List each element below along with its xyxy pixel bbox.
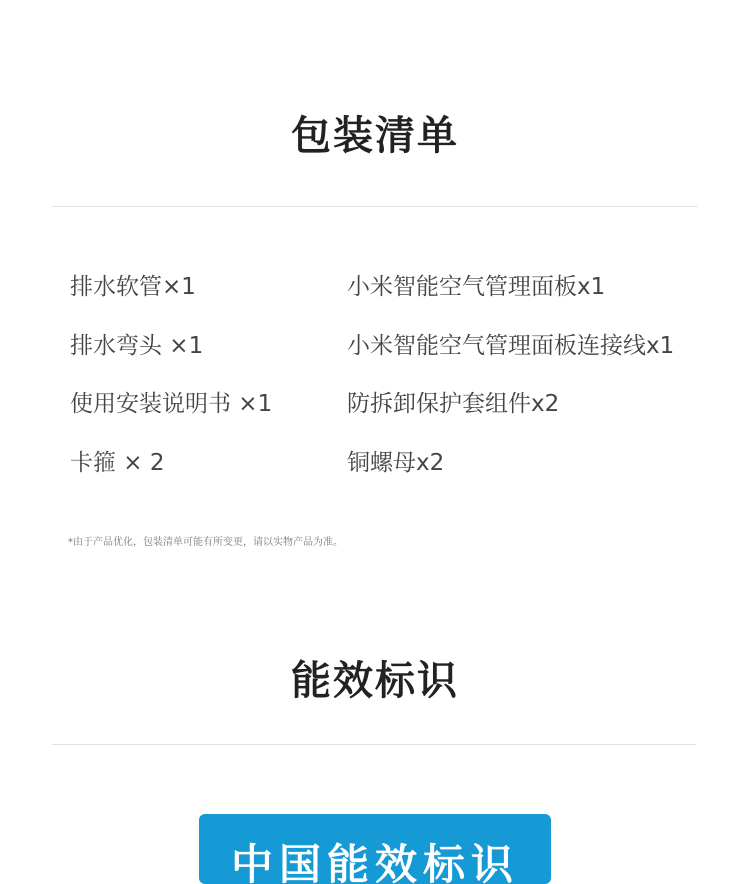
packing-item: 使用安装说明书 ×1 <box>70 391 273 417</box>
packing-item: 防拆卸保护套组件x2 <box>347 391 560 417</box>
packing-item: 铜螺母x2 <box>347 450 445 476</box>
energy-label-badge-text: 中国能效标识 <box>230 840 519 884</box>
packing-list-footnote: *由于产品优化，包装清单可能有所变更，请以实物产品为准。 <box>68 537 343 548</box>
packing-list-title: 包装清单 <box>291 113 459 159</box>
packing-item: 排水软管×1 <box>70 274 196 300</box>
packing-item: 小米智能空气管理面板x1 <box>347 274 606 300</box>
packing-list-divider <box>52 206 698 207</box>
packing-item: 卡箍 × 2 <box>70 450 165 476</box>
energy-label-title: 能效标识 <box>291 658 459 704</box>
energy-label-divider <box>52 744 696 745</box>
energy-label-badge <box>199 814 551 884</box>
packing-item: 小米智能空气管理面板连接线x1 <box>347 333 675 359</box>
packing-item: 排水弯头 ×1 <box>70 333 204 359</box>
